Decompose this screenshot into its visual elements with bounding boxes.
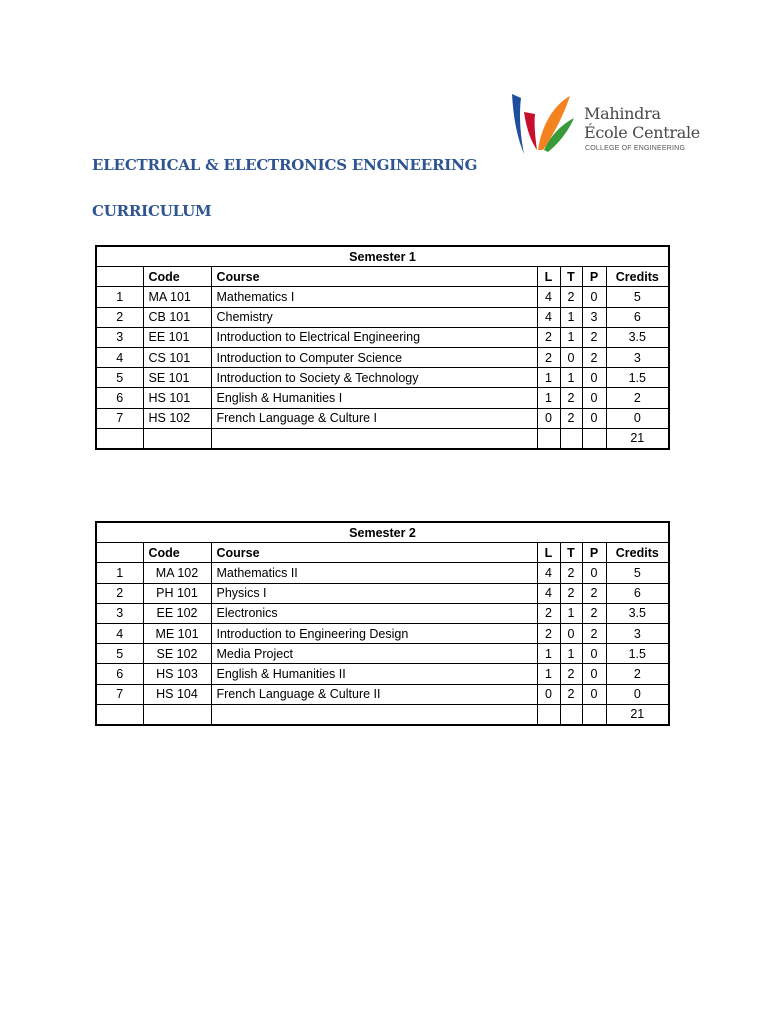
total-blank-p (582, 428, 606, 449)
header-credits: Credits (606, 543, 669, 563)
course-code: HS 103 (143, 664, 211, 684)
tutorial-hours: 1 (560, 368, 582, 388)
tutorial-hours: 1 (560, 307, 582, 327)
course-name: English & Humanities I (211, 388, 537, 408)
course-credits: 0 (606, 684, 669, 704)
table-row (96, 287, 669, 307)
table-row (96, 327, 669, 347)
course-name: Introduction to Engineering Design (211, 623, 537, 643)
lecture-hours: 2 (537, 347, 560, 367)
logo-name (584, 104, 700, 142)
logo-name-line2: École Centrale (584, 123, 700, 142)
row-number: 3 (96, 603, 143, 623)
course-code: CB 101 (143, 307, 211, 327)
header-credits: Credits (606, 267, 669, 287)
total-blank-p (582, 704, 606, 725)
semester-title: Semester 1 (96, 246, 669, 267)
practical-hours: 0 (582, 664, 606, 684)
table-row (96, 563, 669, 583)
table-row (96, 388, 669, 408)
semester-title-row (96, 246, 669, 267)
total-blank-code (143, 428, 211, 449)
total-blank-t (560, 428, 582, 449)
course-code: HS 104 (143, 684, 211, 704)
header-practical: P (582, 543, 606, 563)
semester-title-row (96, 522, 669, 543)
row-number: 5 (96, 644, 143, 664)
total-blank-code (143, 704, 211, 725)
header-practical: P (582, 267, 606, 287)
total-blank-index (96, 704, 143, 725)
table-row (96, 307, 669, 327)
course-name: English & Humanities II (211, 664, 537, 684)
row-number: 2 (96, 307, 143, 327)
table-row (96, 368, 669, 388)
tutorial-hours: 1 (560, 644, 582, 664)
practical-hours: 2 (582, 327, 606, 347)
header-tutorial: T (560, 267, 582, 287)
practical-hours: 0 (582, 388, 606, 408)
row-number: 7 (96, 684, 143, 704)
tutorial-hours: 2 (560, 684, 582, 704)
practical-hours: 3 (582, 307, 606, 327)
tutorial-hours: 2 (560, 287, 582, 307)
tutorial-hours: 0 (560, 623, 582, 643)
table-row (96, 347, 669, 367)
tutorial-hours: 2 (560, 388, 582, 408)
row-number: 3 (96, 327, 143, 347)
course-credits: 2 (606, 664, 669, 684)
logo-name-line1: Mahindra (584, 104, 661, 123)
practical-hours: 0 (582, 563, 606, 583)
tutorial-hours: 2 (560, 563, 582, 583)
total-blank-course (211, 704, 537, 725)
row-number: 4 (96, 347, 143, 367)
course-code: SE 101 (143, 368, 211, 388)
row-number: 7 (96, 408, 143, 428)
lecture-hours: 1 (537, 664, 560, 684)
logo-mark-icon (510, 92, 578, 156)
course-code: ME 101 (143, 623, 211, 643)
curriculum-heading: CURRICULUM (92, 202, 212, 220)
semester-title: Semester 2 (96, 522, 669, 543)
header-index-blank (96, 267, 143, 287)
lecture-hours: 0 (537, 408, 560, 428)
course-name: Mathematics I (211, 287, 537, 307)
course-code: PH 101 (143, 583, 211, 603)
course-code: CS 101 (143, 347, 211, 367)
course-code: EE 102 (143, 603, 211, 623)
practical-hours: 0 (582, 368, 606, 388)
practical-hours: 0 (582, 287, 606, 307)
course-credits: 1.5 (606, 368, 669, 388)
course-code: HS 102 (143, 408, 211, 428)
lecture-hours: 1 (537, 368, 560, 388)
header-tutorial: T (560, 543, 582, 563)
course-credits: 3.5 (606, 603, 669, 623)
total-blank-l (537, 428, 560, 449)
course-credits: 6 (606, 307, 669, 327)
course-credits: 2 (606, 388, 669, 408)
course-name: Mathematics II (211, 563, 537, 583)
header-course: Course (211, 267, 537, 287)
tutorial-hours: 1 (560, 327, 582, 347)
table-row (96, 644, 669, 664)
header-course: Course (211, 543, 537, 563)
practical-hours: 0 (582, 644, 606, 664)
lecture-hours: 4 (537, 563, 560, 583)
tutorial-hours: 1 (560, 603, 582, 623)
lecture-hours: 2 (537, 623, 560, 643)
row-number: 2 (96, 583, 143, 603)
course-name: Media Project (211, 644, 537, 664)
lecture-hours: 1 (537, 644, 560, 664)
header-index-blank (96, 543, 143, 563)
header-lecture: L (537, 267, 560, 287)
row-number: 1 (96, 563, 143, 583)
course-name: Chemistry (211, 307, 537, 327)
semester-1-table (95, 245, 670, 450)
total-row (96, 704, 669, 725)
tutorial-hours: 0 (560, 347, 582, 367)
table-row (96, 623, 669, 643)
column-header-row (96, 267, 669, 287)
course-name: Introduction to Electrical Engineering (211, 327, 537, 347)
total-blank-index (96, 428, 143, 449)
table-row (96, 603, 669, 623)
row-number: 5 (96, 368, 143, 388)
practical-hours: 2 (582, 603, 606, 623)
total-credits: 21 (606, 428, 669, 449)
practical-hours: 2 (582, 347, 606, 367)
lecture-hours: 4 (537, 287, 560, 307)
course-name: French Language & Culture I (211, 408, 537, 428)
course-name: Physics I (211, 583, 537, 603)
lecture-hours: 0 (537, 684, 560, 704)
practical-hours: 2 (582, 623, 606, 643)
row-number: 6 (96, 664, 143, 684)
row-number: 6 (96, 388, 143, 408)
practical-hours: 2 (582, 583, 606, 603)
header-lecture: L (537, 543, 560, 563)
course-credits: 3.5 (606, 327, 669, 347)
total-row (96, 428, 669, 449)
lecture-hours: 1 (537, 388, 560, 408)
course-credits: 5 (606, 563, 669, 583)
tutorial-hours: 2 (560, 408, 582, 428)
semester-2-table (95, 521, 670, 726)
logo-subtitle: COLLEGE OF ENGINEERING (585, 145, 686, 152)
table-row (96, 583, 669, 603)
course-credits: 3 (606, 623, 669, 643)
tutorial-hours: 2 (560, 583, 582, 603)
course-credits: 6 (606, 583, 669, 603)
department-heading: ELECTRICAL & ELECTRONICS ENGINEERING (92, 156, 478, 174)
row-number: 4 (96, 623, 143, 643)
table-row (96, 664, 669, 684)
table-row (96, 684, 669, 704)
course-credits: 5 (606, 287, 669, 307)
course-code: HS 101 (143, 388, 211, 408)
course-name: French Language & Culture II (211, 684, 537, 704)
column-header-row (96, 543, 669, 563)
lecture-hours: 2 (537, 327, 560, 347)
row-number: 1 (96, 287, 143, 307)
course-name: Introduction to Society & Technology (211, 368, 537, 388)
total-blank-course (211, 428, 537, 449)
total-blank-l (537, 704, 560, 725)
lecture-hours: 4 (537, 307, 560, 327)
practical-hours: 0 (582, 408, 606, 428)
total-blank-t (560, 704, 582, 725)
course-name: Electronics (211, 603, 537, 623)
course-credits: 0 (606, 408, 669, 428)
course-code: MA 101 (143, 287, 211, 307)
course-credits: 1.5 (606, 644, 669, 664)
course-code: SE 102 (143, 644, 211, 664)
course-code: EE 101 (143, 327, 211, 347)
header-code: Code (143, 543, 211, 563)
lecture-hours: 2 (537, 603, 560, 623)
practical-hours: 0 (582, 684, 606, 704)
course-credits: 3 (606, 347, 669, 367)
tutorial-hours: 2 (560, 664, 582, 684)
course-name: Introduction to Computer Science (211, 347, 537, 367)
total-credits: 21 (606, 704, 669, 725)
table-row (96, 408, 669, 428)
header-code: Code (143, 267, 211, 287)
course-code: MA 102 (143, 563, 211, 583)
lecture-hours: 4 (537, 583, 560, 603)
institution-logo (510, 90, 700, 158)
